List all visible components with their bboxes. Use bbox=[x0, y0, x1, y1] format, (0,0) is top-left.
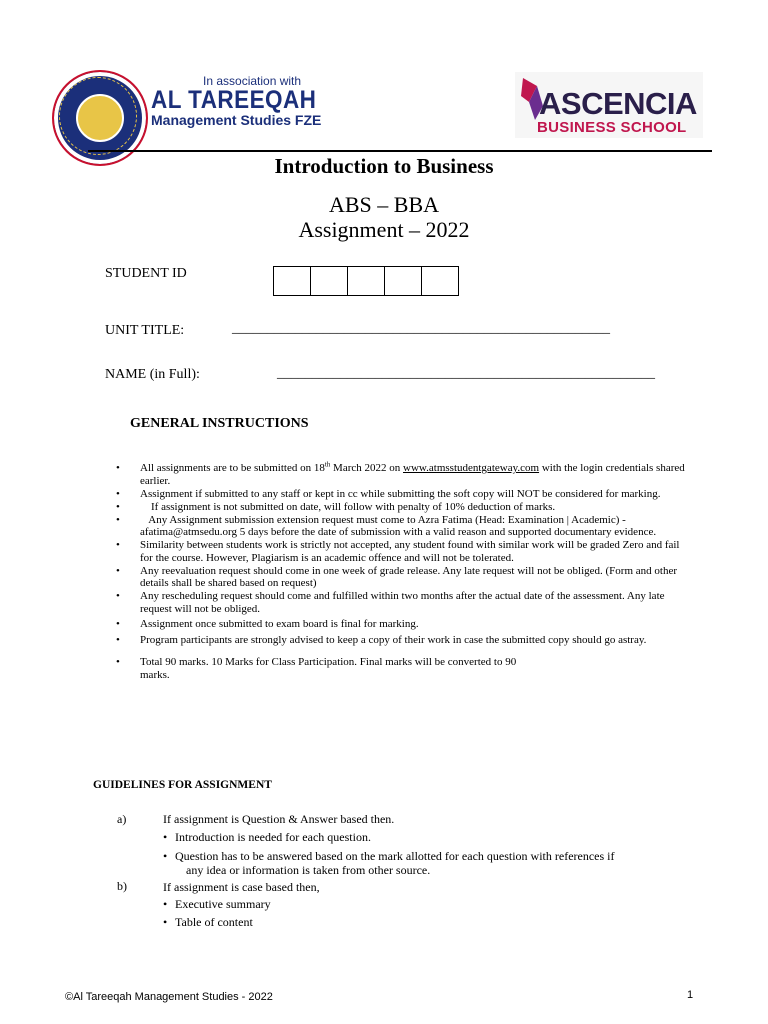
footer-copyright: ©Al Tareeqah Management Studies - 2022 bbox=[65, 991, 273, 1003]
list-item: • Question has to be answered based on the mark allotted for each question with references if bbox=[175, 849, 615, 864]
student-id-box[interactable] bbox=[422, 267, 458, 295]
ascencia-logo-name: ASCENCIA bbox=[539, 86, 697, 121]
student-id-label: STUDENT ID bbox=[105, 266, 187, 281]
list-item: • Similarity between students work is strictly not accepted, any student found with similar work will be graded Zero and fail for the course. However, Plagiarism is an academic offence and will not be tolerated. bbox=[116, 539, 686, 564]
general-instructions-heading: GENERAL INSTRUCTIONS bbox=[130, 416, 309, 431]
program-title: ABS – BBA bbox=[328, 192, 440, 217]
guideline-b-marker: b) bbox=[117, 879, 127, 893]
assignment-title: Assignment – 2022 bbox=[298, 217, 470, 242]
list-item: • Table of content bbox=[175, 915, 253, 930]
list-item: • Any reevaluation request should come in one week of grade release. Any late request will not be obliged. (Form and other details shall be shared based on request) bbox=[116, 565, 686, 590]
list-item: • Any Assignment submission extension request must come to Azra Fatima (Head: Examination | Academic) - afatima@atmsedu.org 5 days before the date of submission with a valid reason and supported documentary evidence. bbox=[116, 514, 686, 539]
student-id-box[interactable] bbox=[274, 267, 311, 295]
ascencia-logo bbox=[515, 72, 703, 138]
page-number: 1 bbox=[687, 989, 694, 1001]
guideline-a-text: If assignment is Question & Answer based then. bbox=[163, 812, 395, 826]
student-id-box[interactable] bbox=[348, 267, 385, 295]
ascencia-logo-subtitle: BUSINESS SCHOOL bbox=[537, 119, 687, 136]
student-id-box[interactable] bbox=[311, 267, 348, 295]
list-item: • Assignment if submitted to any staff or kept in cc while submitting the soft copy will NOT be considered for marking. bbox=[116, 488, 686, 501]
student-gateway-link[interactable]: www.atmsstudentgateway.com bbox=[403, 462, 540, 474]
guideline-a-marker: a) bbox=[117, 812, 127, 826]
unit-title-label: UNIT TITLE: bbox=[105, 323, 185, 338]
list-item: • All assignments are to be submitted on 18th March 2022 on www.atmsstudentgateway.com with the login credentials shared earlier. bbox=[116, 462, 686, 487]
list-item: • Total 90 marks. 10 Marks for Class Participation. Final marks will be converted to 90 marks. bbox=[116, 656, 530, 681]
unit-title-field[interactable]: ______________________________________________________ bbox=[232, 321, 610, 336]
instructions-list bbox=[116, 462, 686, 682]
list-item: • Introduction is needed for each question. bbox=[175, 830, 371, 845]
list-item-continuation: any idea or information is taken from other source. bbox=[186, 863, 431, 877]
guideline-b-text: If assignment is case based then, bbox=[163, 880, 320, 894]
list-item: • If assignment is not submitted on date, will follow with penalty of 10% deduction of marks. bbox=[116, 501, 686, 514]
association-text: In association with bbox=[203, 74, 302, 88]
list-item: • Assignment once submitted to exam board is final for marking. bbox=[116, 618, 686, 631]
student-id-boxes[interactable] bbox=[273, 266, 459, 296]
al-tareeqah-logo-subtitle: Management Studies FZE bbox=[151, 112, 322, 128]
al-tareeqah-logo-text: AL TAREEQAH bbox=[151, 86, 317, 114]
header-divider bbox=[88, 150, 712, 152]
list-item: • Executive summary bbox=[175, 897, 271, 912]
name-label: NAME (in Full): bbox=[105, 367, 200, 382]
name-field[interactable]: ______________________________________________________ bbox=[277, 366, 655, 381]
list-item: • Any rescheduling request should come and fulfilled within two months after the actual date of the assessment. Any late request will not be obliged. bbox=[116, 590, 686, 615]
list-item: • Program participants are strongly advised to keep a copy of their work in case the submitted copy should go astray. bbox=[116, 634, 686, 647]
course-title: Introduction to Business bbox=[274, 154, 494, 178]
guidelines-heading: GUIDELINES FOR ASSIGNMENT bbox=[93, 779, 272, 791]
eagle-emblem-icon bbox=[76, 94, 124, 142]
student-id-box[interactable] bbox=[385, 267, 422, 295]
